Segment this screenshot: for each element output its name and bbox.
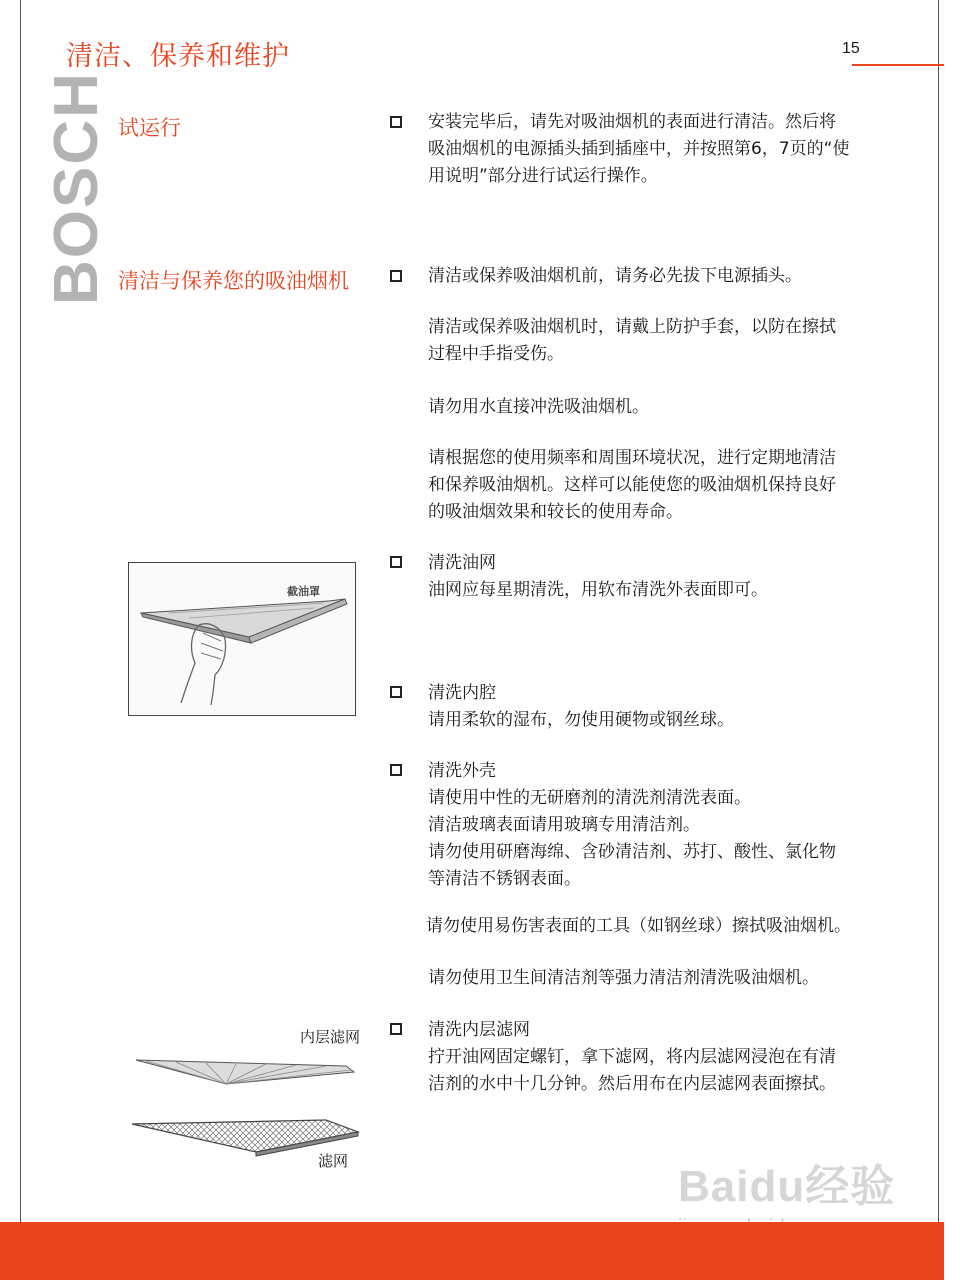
- shell-note-tools: 请勿使用易伤害表面的工具（如钢丝球）擦拭吸油烟机。: [426, 916, 851, 936]
- trial-text: 安装完毕后，请先对吸油烟机的表面进行清洁。然后将 吸油烟机的电源插头插到插座中，并按照第6，7页的“使 用说明”部分进行试运行操作。: [428, 112, 850, 186]
- checkbox-bullet-icon: [390, 556, 402, 568]
- checkbox-bullet-icon: [390, 1023, 402, 1035]
- checkbox-bullet-icon: [390, 270, 402, 282]
- hood-hand-illustration: [129, 563, 355, 715]
- page-title: 清洁、保养和维护: [66, 41, 290, 72]
- inner-filter-block: 清洗内层滤网 拧开油网固定螺钉，拿下滤网，将内层滤网浸泡在有清 洁剂的水中十几分钟。然后用布在内层滤网表面擦拭。: [428, 1020, 836, 1094]
- section-heading-trial: 试运行: [118, 116, 181, 140]
- checkbox-bullet-icon: [390, 686, 402, 698]
- cavity-block: 清洗内腔 请用柔软的湿布，勿使用硬物或钢丝球。: [428, 683, 734, 730]
- cleaning-regular-text: 请根据您的使用频率和周围环境状况，进行定期地清洁 和保养吸油烟机。这样可以能使您的吸油烟机保持良好 的吸油烟效果和较长的使用寿命。: [428, 448, 836, 522]
- shell-note-detergent: 请勿使用卫生间清洁剂等强力清洁剂清洗吸油烟机。: [428, 968, 819, 988]
- shell-block: 清洗外壳 请使用中性的无研磨剂的清洗剂清洗表面。 清洁玻璃表面请用玻璃专用清洁剂。 请勿使用研磨海绵、含砂清洁剂、苏打、酸性、氯化物 等清洁不锈钢表面。: [428, 761, 836, 889]
- checkbox-bullet-icon: [390, 116, 402, 128]
- hood-label: 截油罩: [287, 585, 320, 598]
- cleaning-unplug-text: 清洁或保养吸油烟机前，请务必先拔下电源插头。: [428, 266, 802, 286]
- page-border-right: [938, 0, 939, 1222]
- filter-label: 滤网: [318, 1152, 349, 1170]
- cleaning-gloves-text: 清洁或保养吸油烟机时，请戴上防护手套，以防在擦拭 过程中手指受伤。: [428, 317, 836, 364]
- hood-cleaning-figure: [128, 562, 356, 716]
- watermark-logo: Baidu经验: [678, 1162, 896, 1211]
- checkbox-bullet-icon: [390, 764, 402, 776]
- section-heading-cleaning: 清洁与保养您的吸油烟机: [118, 269, 349, 293]
- page-number: 15: [842, 40, 860, 57]
- page-number-rule: [852, 64, 944, 66]
- page-border-left: [20, 0, 21, 1222]
- inner-filter-label: 内层滤网: [300, 1028, 361, 1046]
- footer-band: [0, 1222, 944, 1280]
- brand-logo: BOSCH: [42, 71, 111, 305]
- oil-net-block: 清洗油网 油网应每星期清洗，用软布清洗外表面即可。: [428, 553, 768, 600]
- cleaning-no-water-text: 请勿用水直接冲洗吸油烟机。: [428, 397, 649, 417]
